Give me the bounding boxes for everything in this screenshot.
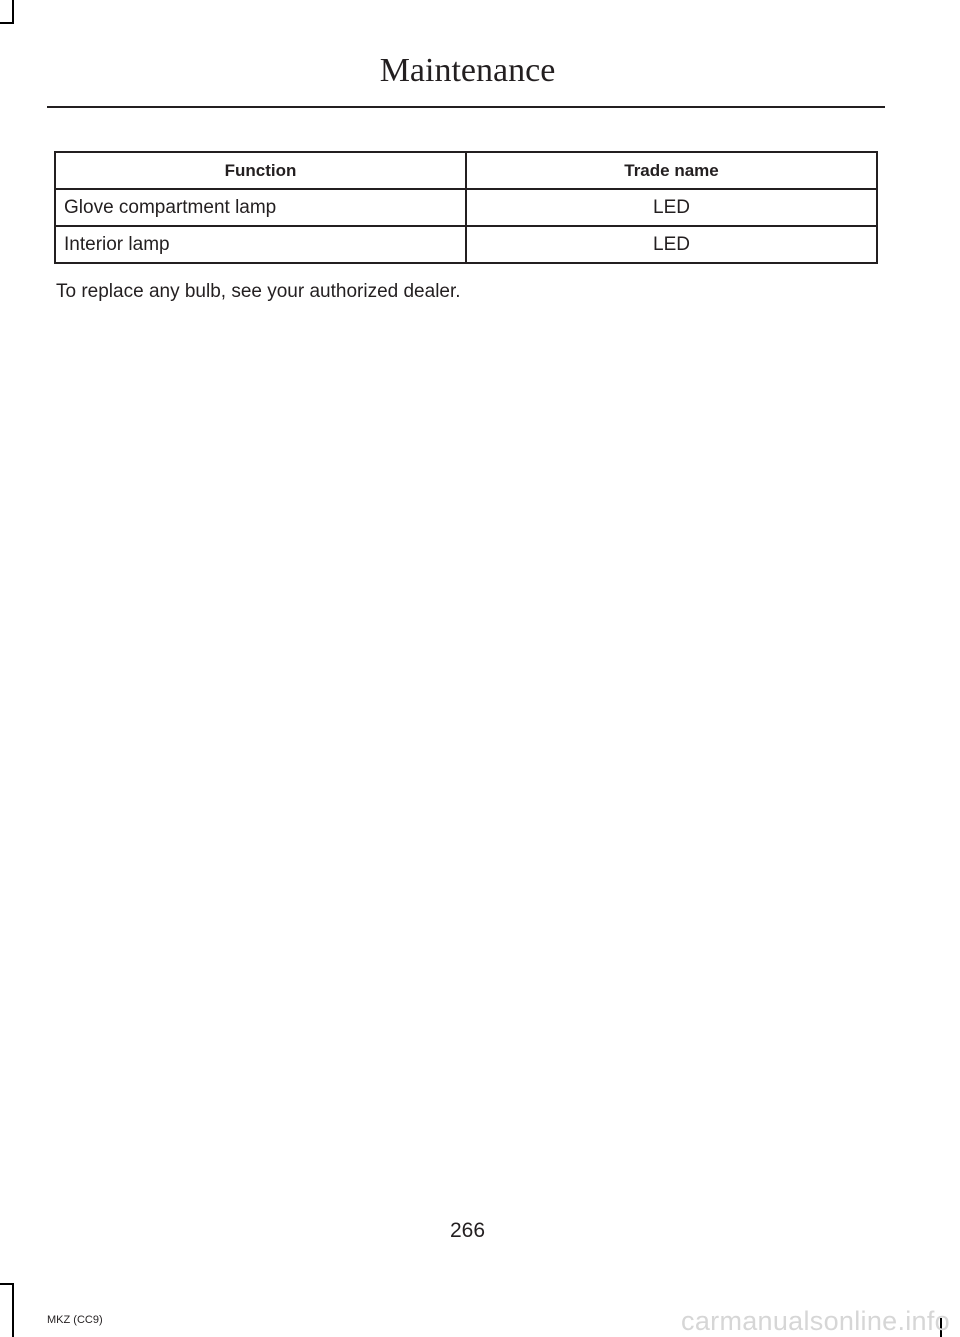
watermark[interactable]: carmanualsonline.info <box>681 1306 950 1336</box>
cell-trade-name: LED <box>466 226 877 263</box>
table-row <box>55 189 877 226</box>
title-divider <box>47 106 885 108</box>
crop-mark-top-left-h <box>0 22 14 24</box>
cell-function: Glove compartment lamp <box>55 189 466 226</box>
column-header-function: Function <box>55 152 466 189</box>
cell-function: Interior lamp <box>55 226 466 263</box>
table-row <box>55 226 877 263</box>
page-title: Maintenance <box>379 52 556 89</box>
bulb-table <box>54 151 878 264</box>
bulb-replacement-note: To replace any bulb, see your authorized dealer. <box>56 281 461 302</box>
cell-trade-name: LED <box>466 189 877 226</box>
crop-mark-bottom-left-v <box>12 1283 14 1337</box>
table-header-row <box>55 152 877 189</box>
crop-mark-top-left-v <box>12 0 14 22</box>
column-header-trade-name: Trade name <box>466 152 877 189</box>
model-code: MKZ (CC9) <box>47 1314 103 1326</box>
page-number: 266 <box>449 1219 486 1242</box>
